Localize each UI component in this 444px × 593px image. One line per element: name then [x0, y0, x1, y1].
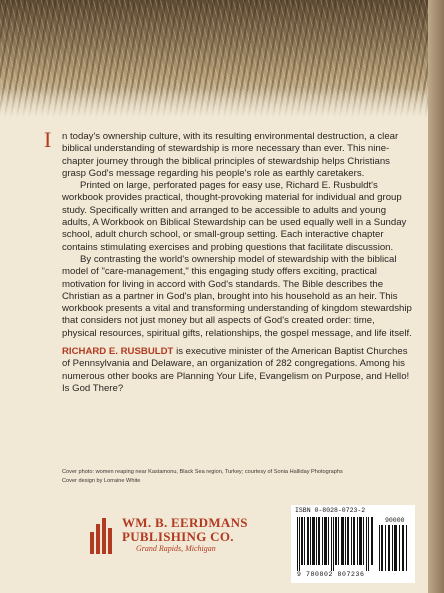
- paragraph-1-text: n today's ownership culture, with its resulting environmental destruction, a clear biblical understanding of stewardship is more necessary than ever. This nine-chapter journey through the biblical principles of stewardship helps Christians grasp God's message regarding his people's role as earthly caretakers.: [62, 131, 399, 179]
- publisher-name-line2: PUBLISHING CO.: [122, 529, 234, 544]
- publisher-name-line1: WM. B. EERDMANS: [122, 515, 248, 530]
- barcode-price-icon: [379, 525, 409, 571]
- cover-photo-wheat-field: [0, 0, 444, 118]
- barcode-main-icon: [297, 517, 373, 571]
- author-name: RICHARD E. RUSBULDT: [62, 346, 174, 358]
- design-credit: Cover design by Lorraine White: [62, 477, 141, 484]
- photo-credit: Cover photo: women reaping near Kastamonu, Black Sea region, Turkey; courtesy of Sonia Halliday Photographs: [62, 469, 343, 475]
- cover-credits: [62, 468, 392, 485]
- publisher-logo: [90, 510, 270, 560]
- intro-paragraph: [44, 127, 412, 180]
- paragraph-2: Printed on large, perforated pages for easy use, Richard E. Rusbuldt's workbook provides practical, thought-provoking material for individual and group study. Specifically written and arranged to be accessible to adults and young adults, A Workbook on Biblical Stewardship can be used equally well in a Sunday school, adult church school, or small-group setting. Each interactive chapter contains stimulating exercises and probing questions that facilitate discussion.: [62, 180, 407, 253]
- price-code: 90000: [385, 517, 405, 524]
- publisher-logo-icon: [90, 514, 116, 554]
- paragraph-3: By contrasting the world's ownership model of stewardship with the biblical model of "care-management," this engaging study offers exciting, practical motivation for living in accord with God's standards. The Bible describes the Christian as a partner in God's plan, brought into his household as an heir. This workbook presents a vital and transforming understanding of kingdom stewardship that considers not just money but all aspects of God's created order: time, physical resources, spiritual gifts, relationships, the gospel message, and life itself.: [62, 253, 412, 339]
- isbn-text: ISBN 0-8028-0723-2: [295, 507, 366, 514]
- barcode-block: [291, 505, 415, 583]
- author-bio: [62, 346, 412, 395]
- dropcap-letter: I: [44, 127, 52, 152]
- barcode-digits: 9 780802 807236: [297, 571, 365, 578]
- publisher-location: Grand Rapids, Michigan: [136, 544, 216, 553]
- back-cover-blurb: [44, 127, 412, 395]
- author-bio-text: is executive minister of the American Baptist Churches of Pennsylvania and Delaware, an organization of 282 congregations. Among his numerous other books are Planning Your Life, Evangelism on Purpose, and Hello! Is God There?: [62, 346, 410, 394]
- spine-edge: [428, 0, 444, 593]
